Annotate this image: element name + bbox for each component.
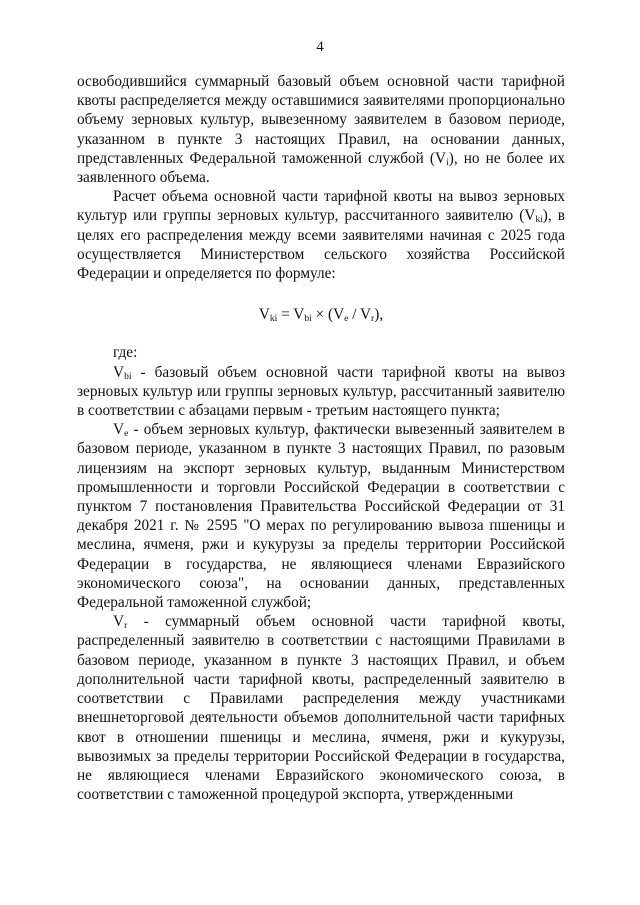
definition-vr: $V_r$ - суммарный объем основной части тарифной квоты, распределенный заявителю в соответствии с настоящими Правилами в базовом периоде, указанном в пункте 3 настоящих Правил, и объем дополнительной части тарифной квоты, распределенный заявителю в соответствии с Правилами распределения между участниками внешнеторговой деятельности объемов дополнительной части тарифных квот в отношении пшеницы и меслина, ячменя, ржи и кукурузы, вывозимых за пределы территории Российской Федерации в государства, не являющиеся членами Евразийского экономического союза, в соответствии с таможенной процедурой экспорта, утвержденными xyxy=(77,613,565,804)
paragraph-2: Расчет объема основной части тарифной квоты на вывоз зерновых культур или группы зерновых культур, рассчитанного заявителю $(V_{ki})$, в целях его распределения между всеми заявителями начиная с 2025 года осуществляется Министерством сельского хозяйства Российской Федерации и определяется по формуле: xyxy=(77,188,565,283)
formula: $V_{ki} = V_{bi} \times (V_e / V_r)$, xyxy=(258,306,384,325)
page-number: 4 xyxy=(316,39,324,55)
document-body xyxy=(77,72,565,804)
where-label: где: xyxy=(113,344,138,362)
definition-ve: $V_e$ - объем зерновых культур, фактически вывезенный заявителем в базовом периоде, указанном в пункте 3 настоящих Правил, по разовым лицензиям на экспорт зерновых культур, выданным Министерством промышленности и торговли Российской Федерации в соответствии с пунктом 7 постановления Правительства Российской Федерации от 31 декабря 2021 г. № 2595 "О мерах по регулированию вывоза пшеницы и меслина, ячменя, ржи и кукурузы за пределы территории Российской Федерации в государства, не являющиеся членами Евразийского экономического союза", на основании данных, представленных Федеральной таможенной службой; xyxy=(77,421,565,612)
paragraph-1: освободившийся суммарный базовый объем основной части тарифной квоты распределяется между оставшимися заявителями пропорционально объему зерновых культур, вывезенному заявителем в базовом периоде, указанном в пункте 3 настоящих Правил, на основании данных, представленных Федеральной таможенной службой $(V_i)$, но не более их заявленного объема. xyxy=(77,73,565,187)
definition-vbi: $V_{bi}$ - базовый объем основной части тарифной квоты на вывоз зерновых культур или группы зерновых культур, рассчитанный заявителю в соответствии с абзацами первым - третьим настоящего пункта; xyxy=(77,363,565,420)
